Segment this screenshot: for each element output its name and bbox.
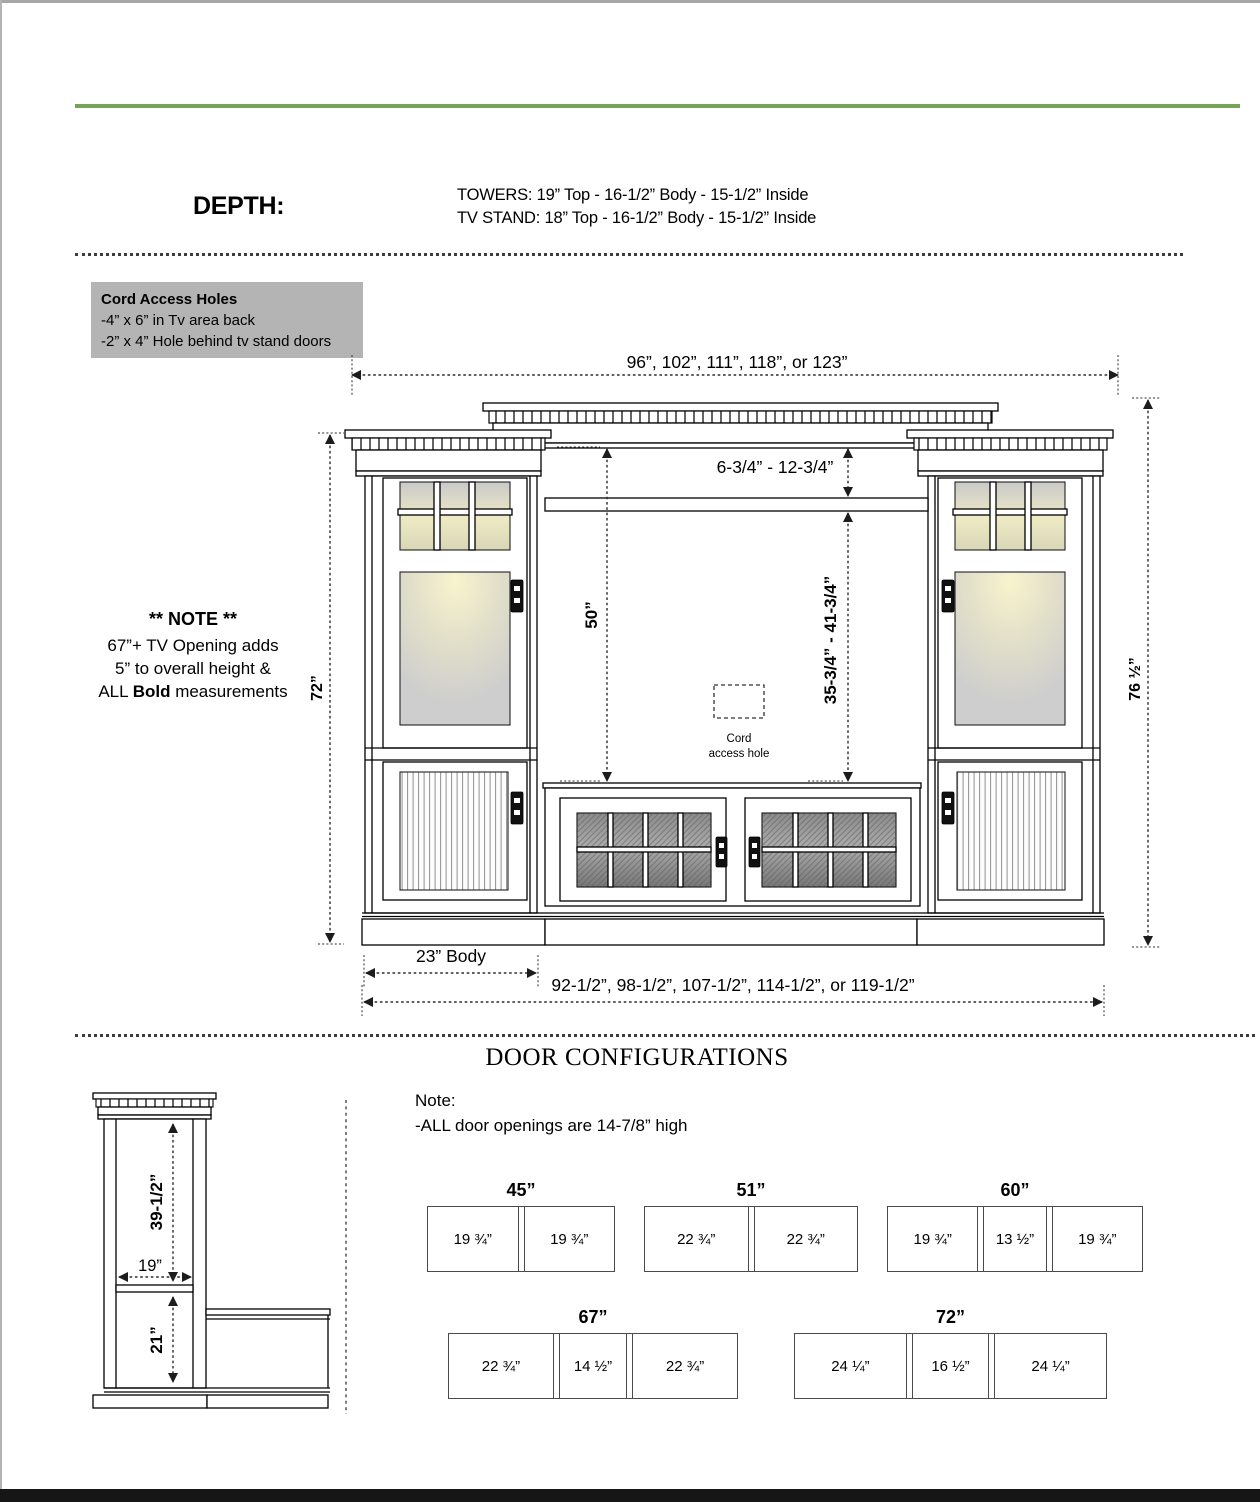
cord-access-callout-title: Cord Access Holes bbox=[101, 291, 238, 308]
door-cell: 22 ¾” bbox=[481, 1357, 521, 1375]
note-block-line2: 5” to overall height & bbox=[115, 659, 271, 678]
dotted-separator-top bbox=[75, 253, 1183, 256]
body-depth-label: 23” Body bbox=[415, 946, 487, 966]
door-config-60-label: 60” bbox=[1000, 1180, 1030, 1200]
depth-tvstand-line: TV STAND: 18” Top - 16-1/2” Body - 15-1/2” Inside bbox=[457, 209, 817, 227]
door-cell: 19 ¾” bbox=[550, 1230, 589, 1248]
door-cell: 24 ¼” bbox=[831, 1357, 870, 1375]
right-tower bbox=[907, 430, 1113, 913]
door-divider bbox=[977, 1207, 984, 1271]
right-tower-door-handle bbox=[942, 580, 954, 612]
door-cell: 22 ¾” bbox=[786, 1230, 825, 1248]
door-config-51-box bbox=[644, 1206, 858, 1272]
tv-stand-right-handle bbox=[749, 837, 760, 867]
door-cell: 19 ¾” bbox=[1078, 1230, 1117, 1248]
right-tower-beadboard-door bbox=[957, 772, 1065, 890]
cord-hole-label-line2: access hole bbox=[708, 748, 770, 760]
dim-top-width bbox=[352, 352, 1118, 395]
door-cell: 19 ¾” bbox=[913, 1230, 952, 1248]
door-divider bbox=[906, 1334, 913, 1398]
door-cell: 22 ¾” bbox=[677, 1230, 716, 1248]
depth-towers-line: TOWERS: 19” Top - 16-1/2” Body - 15-1/2” Inside bbox=[457, 186, 809, 204]
shelf-gap-label: 6-3/4” - 12-3/4” bbox=[716, 457, 834, 477]
dim-body-depth bbox=[364, 946, 538, 988]
door-configurations-title: DOOR CONFIGURATIONS bbox=[485, 1044, 789, 1071]
right-tower-lower-handle bbox=[942, 792, 954, 824]
depth-heading: DEPTH: bbox=[193, 192, 285, 220]
left-tower-glass-big bbox=[400, 572, 510, 725]
left-tower-beadboard-door bbox=[400, 772, 508, 890]
door-config-45-box bbox=[427, 1206, 615, 1272]
side-depth-label: 19” bbox=[138, 1257, 162, 1275]
cord-access-callout-line2: -2” x 4” Hole behind tv stand doors bbox=[101, 333, 332, 350]
door-configurations-note bbox=[415, 1088, 688, 1138]
door-config-72-label: 72” bbox=[935, 1307, 966, 1327]
door-config-51 bbox=[644, 1180, 858, 1272]
door-config-72-box bbox=[794, 1333, 1107, 1399]
side-upper-height-label: 39-1/2” bbox=[147, 1173, 166, 1231]
door-divider bbox=[988, 1334, 995, 1398]
left-tower-door-handle bbox=[511, 580, 523, 612]
dim-tv-opening-height bbox=[808, 513, 848, 781]
door-cell: 14 ½” bbox=[573, 1357, 613, 1375]
page-top-edge bbox=[0, 0, 1260, 3]
left-tower-glass-lower bbox=[400, 512, 510, 550]
door-cell: 24 ¼” bbox=[1031, 1357, 1070, 1375]
dim-shelf-gap bbox=[717, 449, 848, 496]
right-height-label: 76 ½” bbox=[1127, 657, 1144, 701]
tv-stand-left-handle bbox=[716, 837, 727, 867]
tv-opening-height-label: 35-3/4” - 41-3/4” bbox=[821, 575, 840, 705]
cord-access-callout-line1: -4” x 6” in Tv area back bbox=[101, 312, 255, 329]
door-config-51-label: 51” bbox=[736, 1180, 766, 1200]
bottom-width-label: 92-1/2”, 98-1/2”, 107-1/2”, 114-1/2”, or 119-1/2” bbox=[551, 975, 915, 995]
door-cell: 19 ¾” bbox=[453, 1230, 492, 1248]
door-config-72 bbox=[794, 1307, 1107, 1399]
left-tower-lower-handle bbox=[511, 792, 523, 824]
left-tower-glass-upper bbox=[400, 482, 510, 512]
door-divider bbox=[748, 1207, 755, 1271]
side-lower-height-label: 21” bbox=[147, 1326, 166, 1354]
cord-hole-label-line1: Cord bbox=[726, 733, 752, 745]
door-note-title: Note: bbox=[415, 1091, 456, 1110]
depth-spec-lines bbox=[457, 184, 816, 230]
right-tower-glass-big bbox=[955, 572, 1065, 725]
door-cell: 13 ½” bbox=[995, 1230, 1035, 1248]
right-tower-glass-lower bbox=[955, 512, 1065, 550]
base-plinth bbox=[362, 913, 1104, 945]
door-divider bbox=[626, 1334, 633, 1398]
note-block-line3: ALL Bold measurements bbox=[98, 682, 288, 701]
dim-bottom-width bbox=[362, 975, 1104, 1016]
side-view-tv-stand bbox=[206, 1309, 330, 1408]
green-divider-rule bbox=[75, 104, 1240, 108]
right-tower-glass-upper bbox=[955, 482, 1065, 512]
side-view-drawing bbox=[55, 1085, 355, 1425]
door-note-line: -ALL door openings are 14-7/8” high bbox=[415, 1116, 688, 1135]
door-divider bbox=[518, 1207, 525, 1271]
tv-opening-shelf bbox=[545, 498, 928, 511]
door-cell: 22 ¾” bbox=[665, 1357, 705, 1375]
door-config-67-label: 67” bbox=[578, 1307, 608, 1327]
tv-stand-left-door-glass bbox=[577, 813, 711, 887]
page-bottom-edge bbox=[0, 1489, 1260, 1502]
door-config-45 bbox=[427, 1180, 615, 1272]
top-width-label: 96”, 102”, 111”, 118”, or 123” bbox=[626, 352, 848, 372]
door-config-67-box bbox=[448, 1333, 738, 1399]
tv-stand bbox=[543, 783, 921, 906]
door-config-60 bbox=[887, 1180, 1143, 1272]
left-height-label: 72” bbox=[309, 675, 326, 701]
dim-right-height bbox=[1127, 398, 1160, 947]
door-divider bbox=[1046, 1207, 1053, 1271]
door-config-60-box bbox=[887, 1206, 1143, 1272]
door-divider bbox=[553, 1334, 560, 1398]
dim-left-height bbox=[309, 433, 344, 944]
cord-access-hole bbox=[709, 685, 770, 760]
door-cell: 16 ½” bbox=[931, 1357, 970, 1375]
door-config-45-label: 45” bbox=[506, 1180, 536, 1200]
note-block-line1: 67”+ TV Opening adds bbox=[107, 636, 279, 655]
door-config-67 bbox=[448, 1307, 738, 1399]
tv-stand-right-door-glass bbox=[762, 813, 896, 887]
dim-opening-height bbox=[557, 447, 607, 781]
note-block-title: ** NOTE ** bbox=[148, 609, 238, 629]
front-view-drawing bbox=[0, 340, 1260, 1040]
side-view-tower bbox=[93, 1093, 216, 1408]
opening-height-label: 50” bbox=[582, 601, 601, 629]
left-tower bbox=[345, 430, 551, 913]
